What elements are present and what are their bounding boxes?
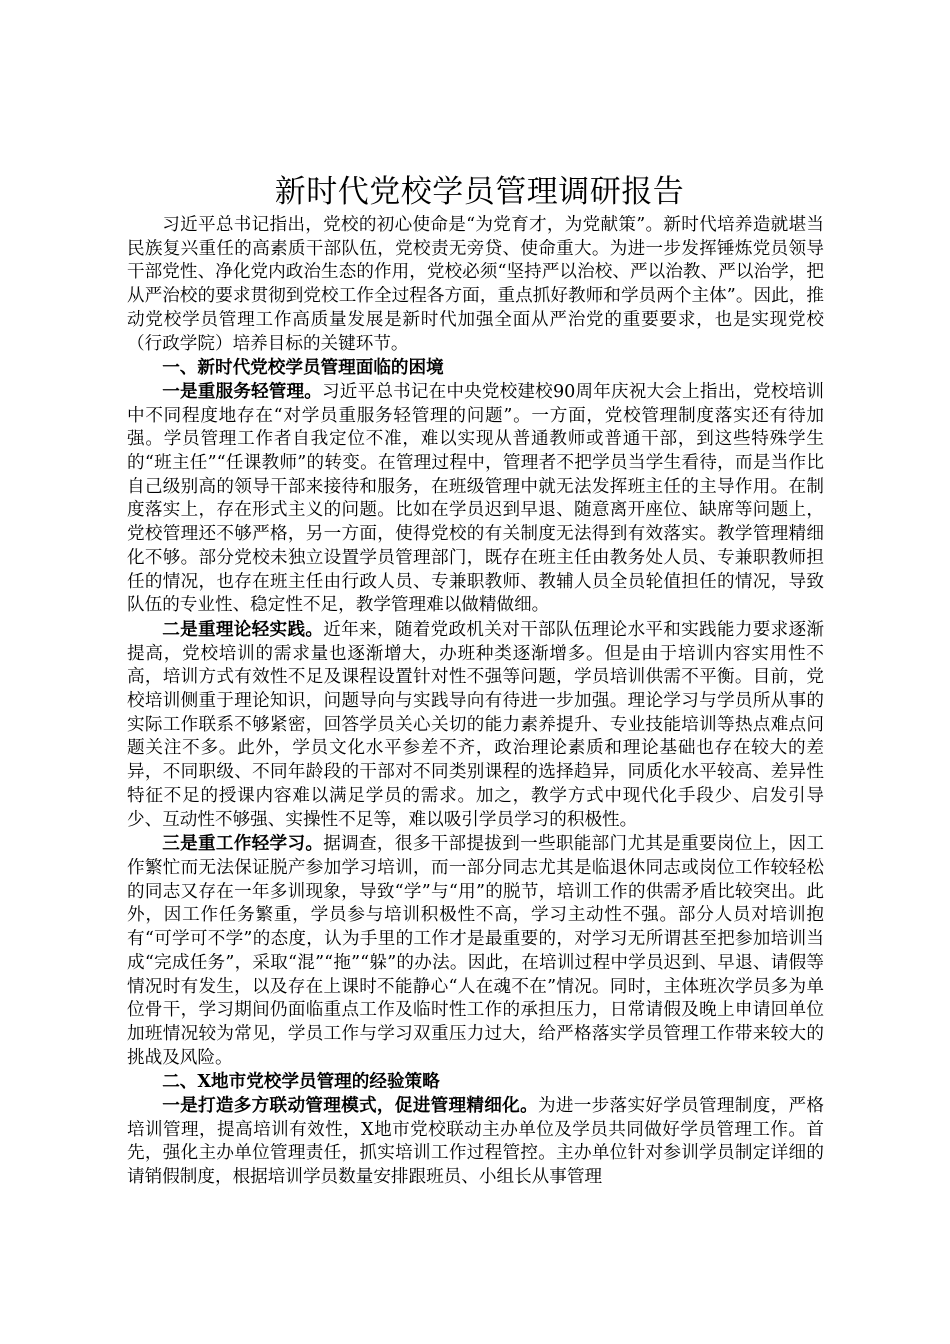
paragraph-4	[127, 1094, 824, 1190]
paragraph-2-lead: 二是重理论轻实践。	[162, 618, 324, 640]
paragraph-4-lead: 一是打造多方联动管理模式，促进管理精细化。	[162, 1095, 538, 1117]
paragraph-2-body: 近年来，随着党政机关对干部队伍理论水平和实践能力要求逐渐提高，党校培训的需求量也逐渐增大，办班种类逐渐增多。但是由于培训内容实用性不高，培训方式有效性不足及课程设置针对性不强等问题，学员培训供需不平衡。目前，党校培训侧重于理论知识，问题导向与实践导向有待进一步加强。理论学习与学员所从事的实际工作联系不够紧密，回答学员关心关切的能力素养提升、专业技能培训等热点难点问题关注不多。此外，学员文化水平参差不齐，政治理论素质和理论基础也存在较大的差异，不同职级、不同年龄段的干部对不同类别课程的选择趋异，同质化水平较高、差异性特征不足的授课内容难以满足学员的需求。加之，教学方式中现代化手段少、启发引导少、互动性不够强、实操性不足等，难以吸引学员学习的积极性。	[127, 619, 824, 830]
paragraph-3-lead: 三是重工作轻学习。	[162, 833, 324, 855]
paragraph-3-body: 据调查，很多干部提拔到一些职能部门尤其是重要岗位上，因工作繁忙而无法保证脱产参加学习培训，而一部分同志尤其是临退休同志或岗位工作较轻松的同志又存在一年多训现象，导致“学”与“用”的脱节，培训工作的供需矛盾比较突出。此外，因工作任务繁重，学员参与培训积极性不高，学习主动性不强。部分人员对培训抱有“可学可不学”的态度，认为手里的工作才是最重要的，对学习无所谓甚至把参加培训当成“完成任务”，采取“混”“拖”“躲”的办法。因此，在培训过程中学员迟到、早退、请假等情况时有发生，以及存在上课时不能静心“人在魂不在”情况。同时，主体班次学员多为单位骨干，学习期间仍面临重点工作及临时性工作的承担压力，日常请假及晚上申请回单位加班情况较为常见，学员工作与学习双重压力过大，给严格落实学员管理工作带来较大的挑战及风险。	[127, 834, 824, 1068]
paragraph-1-body: 习近平总书记在中央党校建校90周年庆祝大会上指出，党校培训中不同程度地存在“对学员重服务轻管理的问题”。一方面，党校管理制度落实还有待加强。学员管理工作者自我定位不准，难以实现从普通教师或普通干部，到这些特殊学生的“班主任”“任课教师”的转变。在管理过程中，管理者不把学员当学生看待，而是当作比自己级别高的领导干部来接待和服务，在班级管理中就无法发挥班主任的主导作用。在制度落实上，存在形式主义的问题。比如在学员迟到早退、随意离开座位、缺席等问题上，党校管理还不够严格，另一方面，使得党校的有关制度无法得到有效落实。教学管理精细化不够。部分党校未独立设置学员管理部门，既存在班主任由教务处人员、专兼职教师担任的情况，也存在班主任由行政人员、专兼职教师、教辅人员全员轮值担任的情况，导致队伍的专业性、稳定性不足，教学管理难以做精做细。	[127, 381, 824, 616]
paragraph-1-lead: 一是重服务轻管理。	[162, 380, 323, 402]
section-heading-2: 二、X地市党校学员管理的经验策略	[162, 1071, 440, 1093]
paragraph-2	[127, 618, 824, 832]
paragraph-4-body: 为进一步落实好学员管理制度，严格培训管理，提高培训有效性，X地市党校联动主办单位及学员共同做好学员管理工作。首先，强化主办单位管理责任，抓实培训工作过程管控。主办单位针对参训学员制定详细的请销假制度，根据培训学员数量安排跟班员、小组长从事管理	[127, 1096, 824, 1188]
document-title: 新时代党校学员管理调研报告	[274, 174, 685, 210]
paragraph-3	[127, 832, 824, 1070]
section-heading-1: 一、新时代党校学员管理面临的困境	[162, 357, 444, 379]
intro-paragraph: 习近平总书记指出，党校的初心使命是“为党育才，为党献策”。新时代培养造就堪当民族复兴重任的高素质干部队伍，党校责无旁贷、使命重大。为进一步发挥锤炼党员领导干部党性、净化党内政治生态的作用，党校必须“坚持严以治校、严以治教、严以治学，把从严治校的要求贯彻到党校工作全过程各方面，重点抓好教师和学员两个主体”。因此，推动党校学员管理工作高质量发展是新时代加强全面从严治党的重要要求，也是实现党校（行政学院）培养目标的关键环节。	[127, 215, 824, 354]
paragraph-1	[127, 380, 824, 618]
